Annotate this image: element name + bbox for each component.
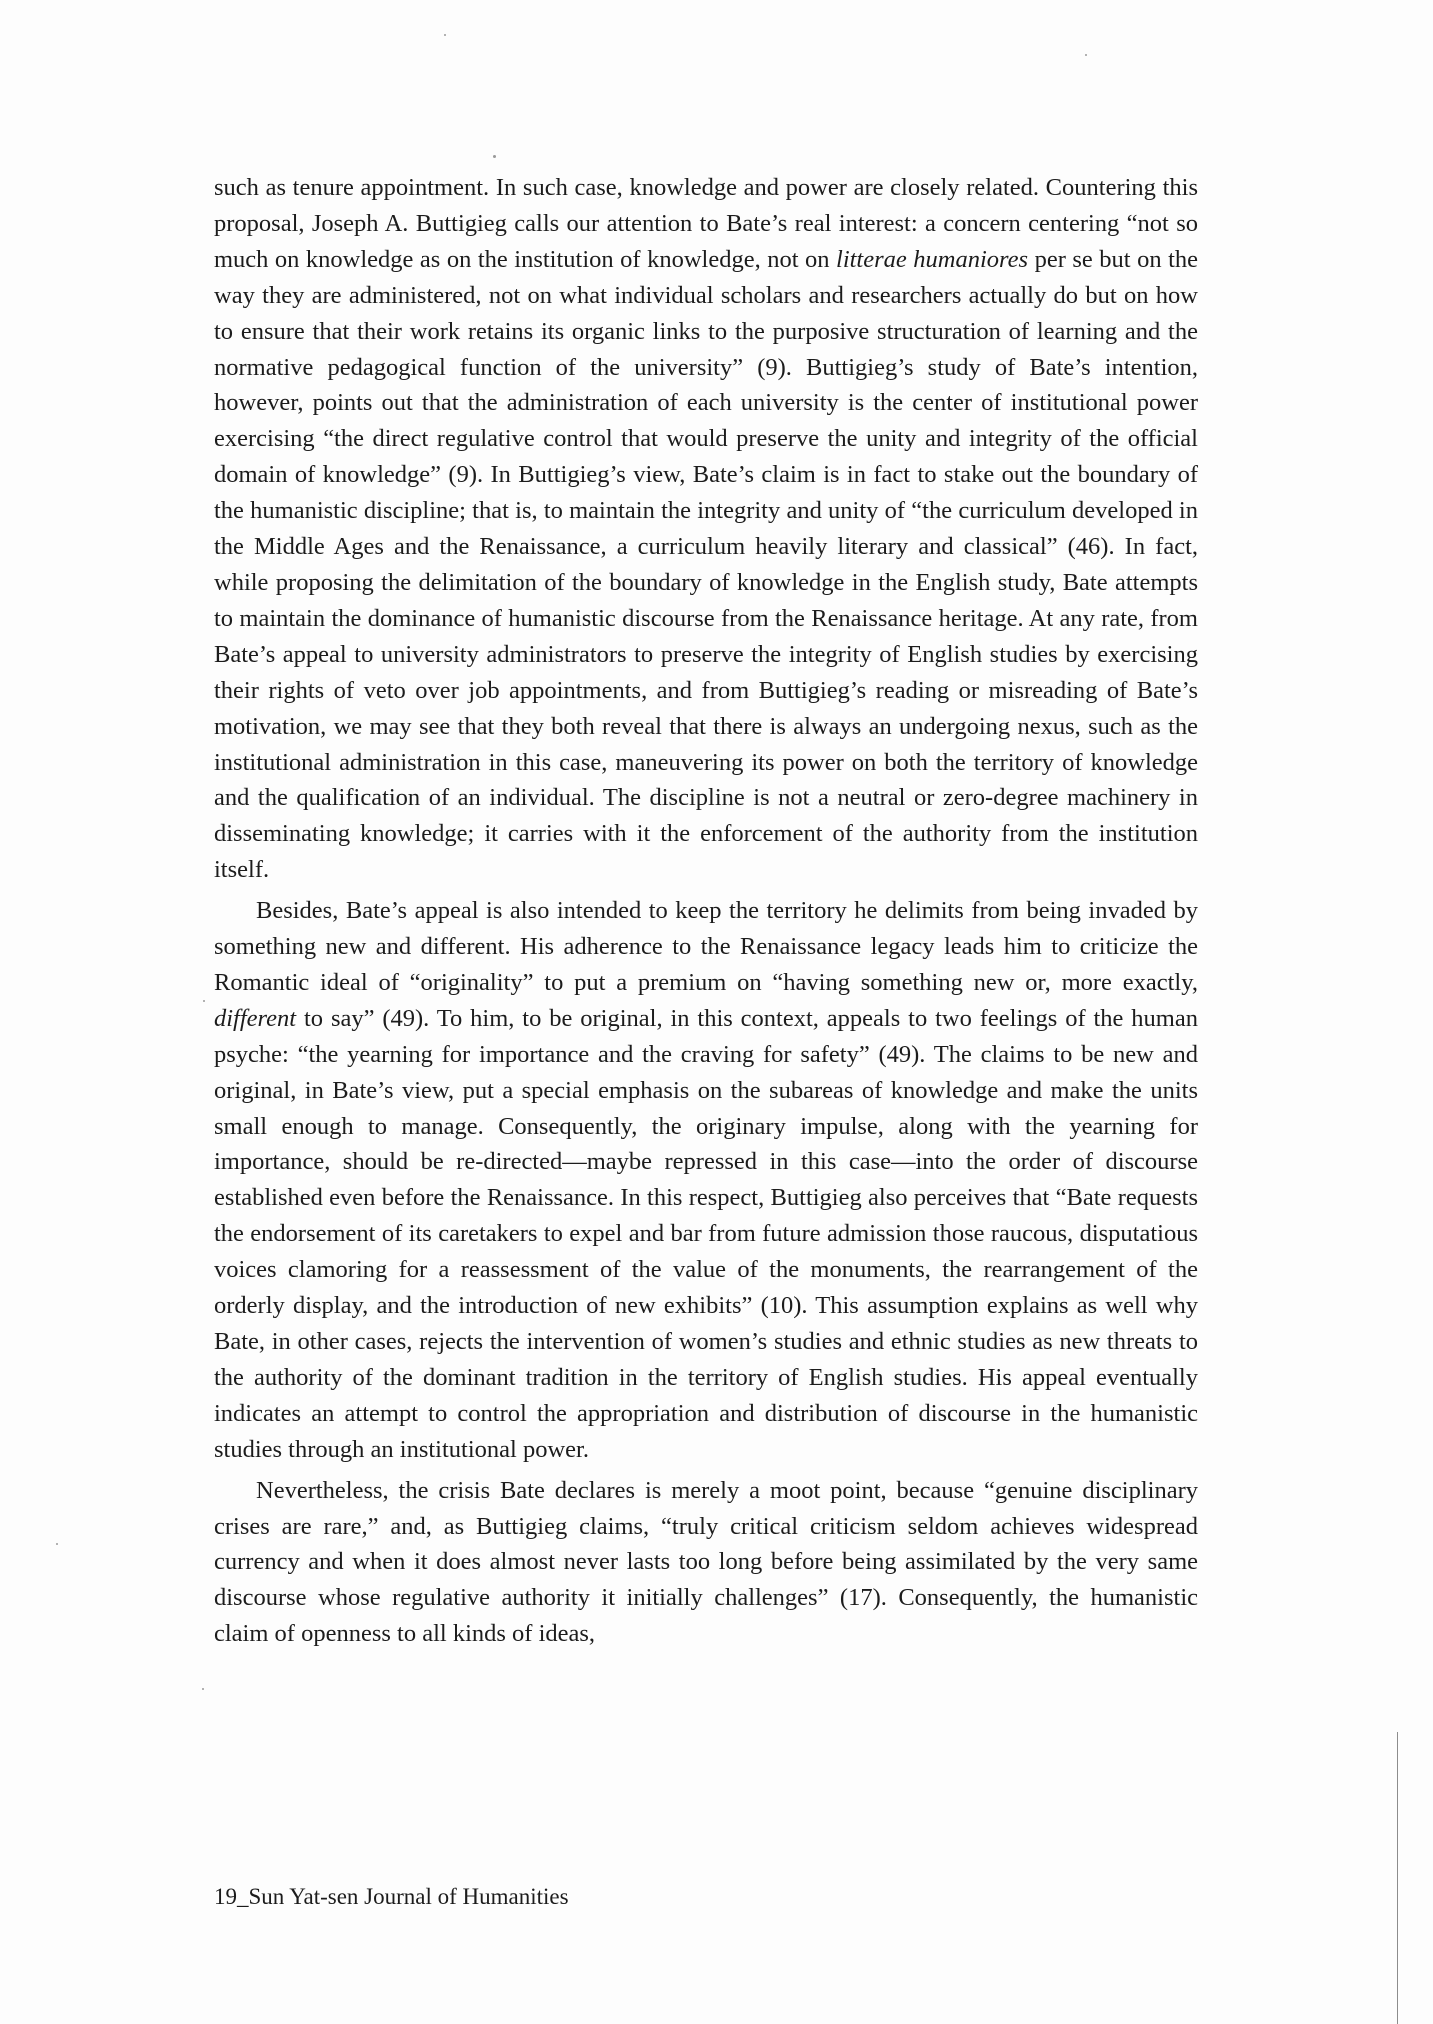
- scan-speck: [203, 1000, 205, 1002]
- scan-speck: [202, 1688, 204, 1690]
- paragraph-text: Besides, Bate’s appeal is also intended to keep the territory he delimits from being invaded by something new and different. His adherence to the Renaissance legacy leads him to criticize the Romantic ideal of “originality” to put a premium on “having something new or, more exactly,: [214, 897, 1198, 996]
- scan-speck: [1085, 54, 1087, 56]
- scan-speck: [493, 155, 496, 158]
- paragraph-text: such as tenure appointment. In such case, knowledge and power are closely related. Countering this proposal, Joseph A. Buttigieg calls our attention to Bate’s real interest: a concern centering “not so much on knowledge as on the institution of knowledge, not on: [214, 174, 1198, 273]
- scan-edge-line: [1397, 1732, 1398, 2024]
- italic-term: different: [214, 1004, 297, 1032]
- paragraph-text: to say” (49). To him, to be original, in this context, appeals to two feelings of the human psyche: “the yearning for importance and the craving for safety” (49). The claims to be new and original, in Bate’s view, put a special emphasis on the subareas of knowledge and make the units small enough to manage. Consequently, the originary impulse, along with the yearning for importance, should be re-directed—maybe repressed in this case—into the order of discourse established even before the Renaissance. In this respect, Buttigieg also perceives that “Bate requests the endorsement of its caretakers to expel and bar from future admission those raucous, disputatious voices clamoring for a reassessment of the value of the monuments, the rearrangement of the orderly display, and the introduction of new exhibits” (10). This assumption explains as well why Bate, in other cases, rejects the intervention of women’s studies and ethnic studies as new threats to the authority of the dominant tradition in the territory of English studies. His appeal eventually indicates an attempt to control the appropriation and distribution of discourse in the humanistic studies through an institutional power.: [214, 1004, 1198, 1463]
- paragraph-3: [214, 1473, 1198, 1653]
- paragraph-1: [214, 170, 1198, 888]
- scan-speck: [444, 34, 446, 36]
- paragraph-2: [214, 893, 1198, 1468]
- body-text: [214, 170, 1198, 1652]
- paragraph-text: per se but on the way they are administered, not on what individual scholars and researchers actually do but on how to ensure that their work retains its organic links to the purposive structuration of learning and the normative pedagogical function of the university” (9). Buttigieg’s study of Bate’s intention, however, points out that the administration of each university is the center of institutional power exercising “the direct regulative control that would preserve the unity and integrity of the official domain of knowledge” (9). In Buttigieg’s view, Bate’s claim is in fact to stake out the boundary of the humanistic discipline; that is, to maintain the integrity and unity of “the curriculum developed in the Middle Ages and the Renaissance, a curriculum heavily literary and classical” (46). In fact, while proposing the delimitation of the boundary of knowledge in the English study, Bate attempts to maintain the dominance of humanistic discourse from the Renaissance heritage. At any rate, from Bate’s appeal to university administrators to preserve the integrity of English studies by exercising their rights of veto over job appointments, and from Buttigieg’s reading or misreading of Bate’s motivation, we may see that they both reveal that there is always an undergoing nexus, such as the institutional administration in this case, maneuvering its power on both the territory of knowledge and the qualification of an individual. The discipline is not a neutral or zero-degree machinery in disseminating knowledge; it carries with it the enforcement of the authority from the institution itself.: [214, 245, 1199, 884]
- paragraph-text: Nevertheless, the crisis Bate declares is merely a moot point, because “genuine disciplinary crises are rare,” and, as Buttigieg claims, “truly critical criticism seldom achieves widespread currency and when it does almost never lasts too long before being assimilated by the very same discourse whose regulative authority it initially challenges” (17). Consequently, the humanistic claim of openness to all kinds of ideas,: [214, 1476, 1198, 1648]
- page-footer: 19_Sun Yat-sen Journal of Humanities: [214, 1884, 569, 1909]
- scan-speck: [56, 1543, 58, 1545]
- italic-term: litterae humaniores: [836, 245, 1029, 273]
